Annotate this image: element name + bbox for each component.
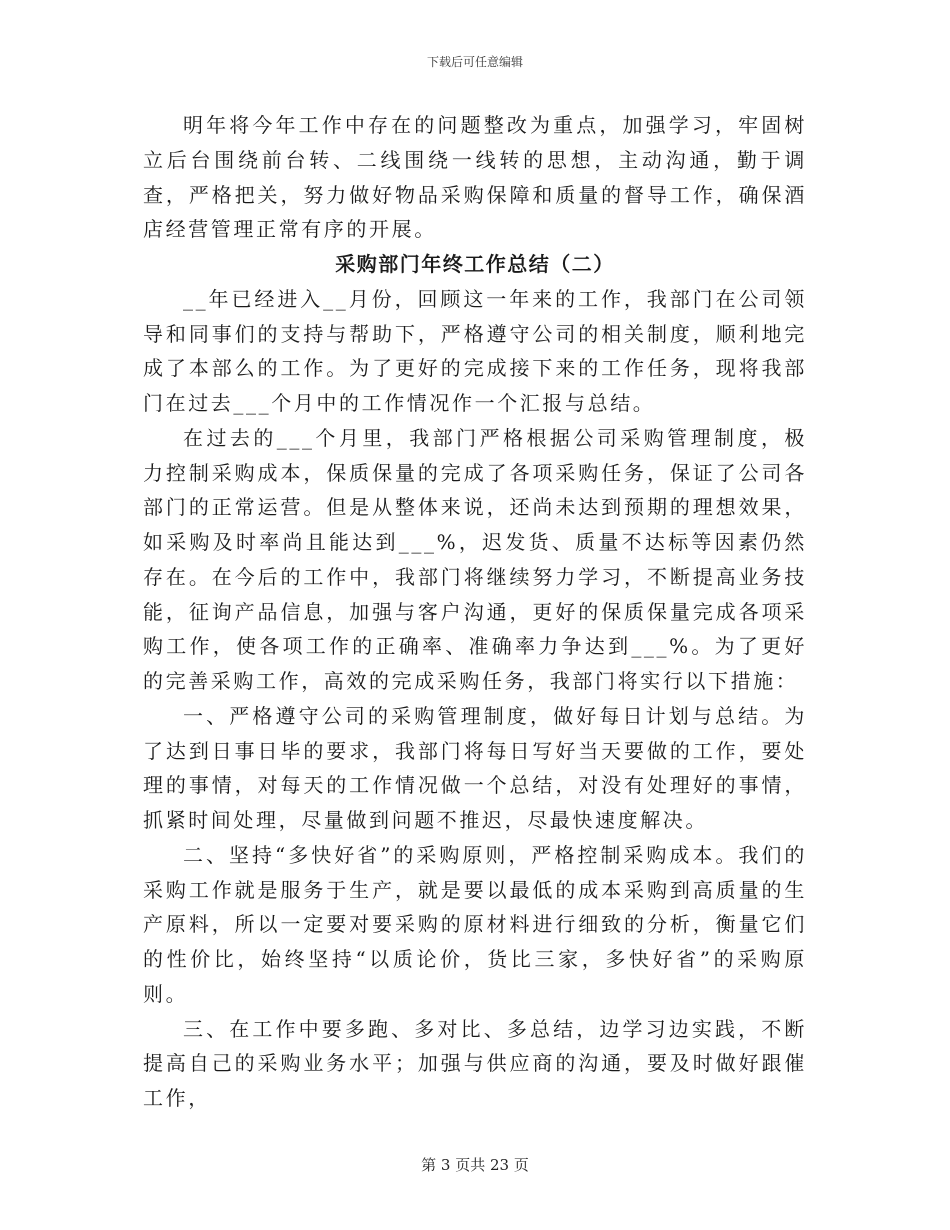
paragraph-measure-1: 一、严格遵守公司的采购管理制度，做好每日计划与总结。为了达到日事日毕的要求，我部门将每日写好当天要做的工作，要处理的事情，对每天的工作情况做一个总结，对没有处理好的事情，抓紧时间处理，尽量做到问题不推迟，尽最快速度解决。	[143, 703, 807, 832]
paragraph-measure-2: 二、坚持“多快好省”的采购原则，严格控制采购成本。我们的采购工作就是服务于生产，就是要以最低的成本采购到高质量的生产原料，所以一定要对要采购的原材料进行细致的分析，衡量它们的性价比，始终坚持“以质论价，货比三家，多快好省”的采购原则。	[143, 842, 807, 1006]
paragraph-closing: 明年将今年工作中存在的问题整改为重点，加强学习，牢固树立后台围绕前台转、二线围绕一线转的思想，主动沟通，勤于调查，严格把关，努力做好物品采购保障和质量的督导工作，确保酒店经营管理正常有序的开展。	[143, 113, 807, 242]
paragraph-review: 在过去的___个月里，我部门严格根据公司采购管理制度，极力控制采购成本，保质保量的完成了各项采购任务，保证了公司各部门的正常运营。但是从整体来说，还尚未达到预期的理想效果，如采购及时率尚且能达到___%，迟发货、质量不达标等因素仍然存在。在今后的工作中，我部门将继续努力学习，不断提高业务技能，征询产品信息，加强与客户沟通，更好的保质保量完成各项采购工作，使各项工作的正确率、准确率力争达到___%。为了更好的完善采购工作，高效的完成采购任务，我部门将实行以下措施：	[143, 425, 807, 693]
document-body	[143, 108, 807, 1116]
page-number: 第 3 页共 23 页	[421, 1156, 529, 1174]
page-header: 下载后可任意编辑	[426, 55, 523, 69]
paragraph-intro: __年已经进入__月份，回顾这一年来的工作，我部门在公司领导和同事们的支持与帮助下，严格遵守公司的相关制度，顺利地完成了本部么的工作。为了更好的完成接下来的工作任务，现将我部门在过去___个月中的工作情况作一个汇报与总结。	[143, 286, 807, 415]
paragraph-measure-3: 三、在工作中要多跑、多对比、多总结，边学习边实践，不断提高自己的采购业务水平；加强与供应商的沟通，要及时做好跟催工作，	[143, 1016, 807, 1110]
section-title: 采购部门年终工作总结（二）	[335, 252, 615, 276]
